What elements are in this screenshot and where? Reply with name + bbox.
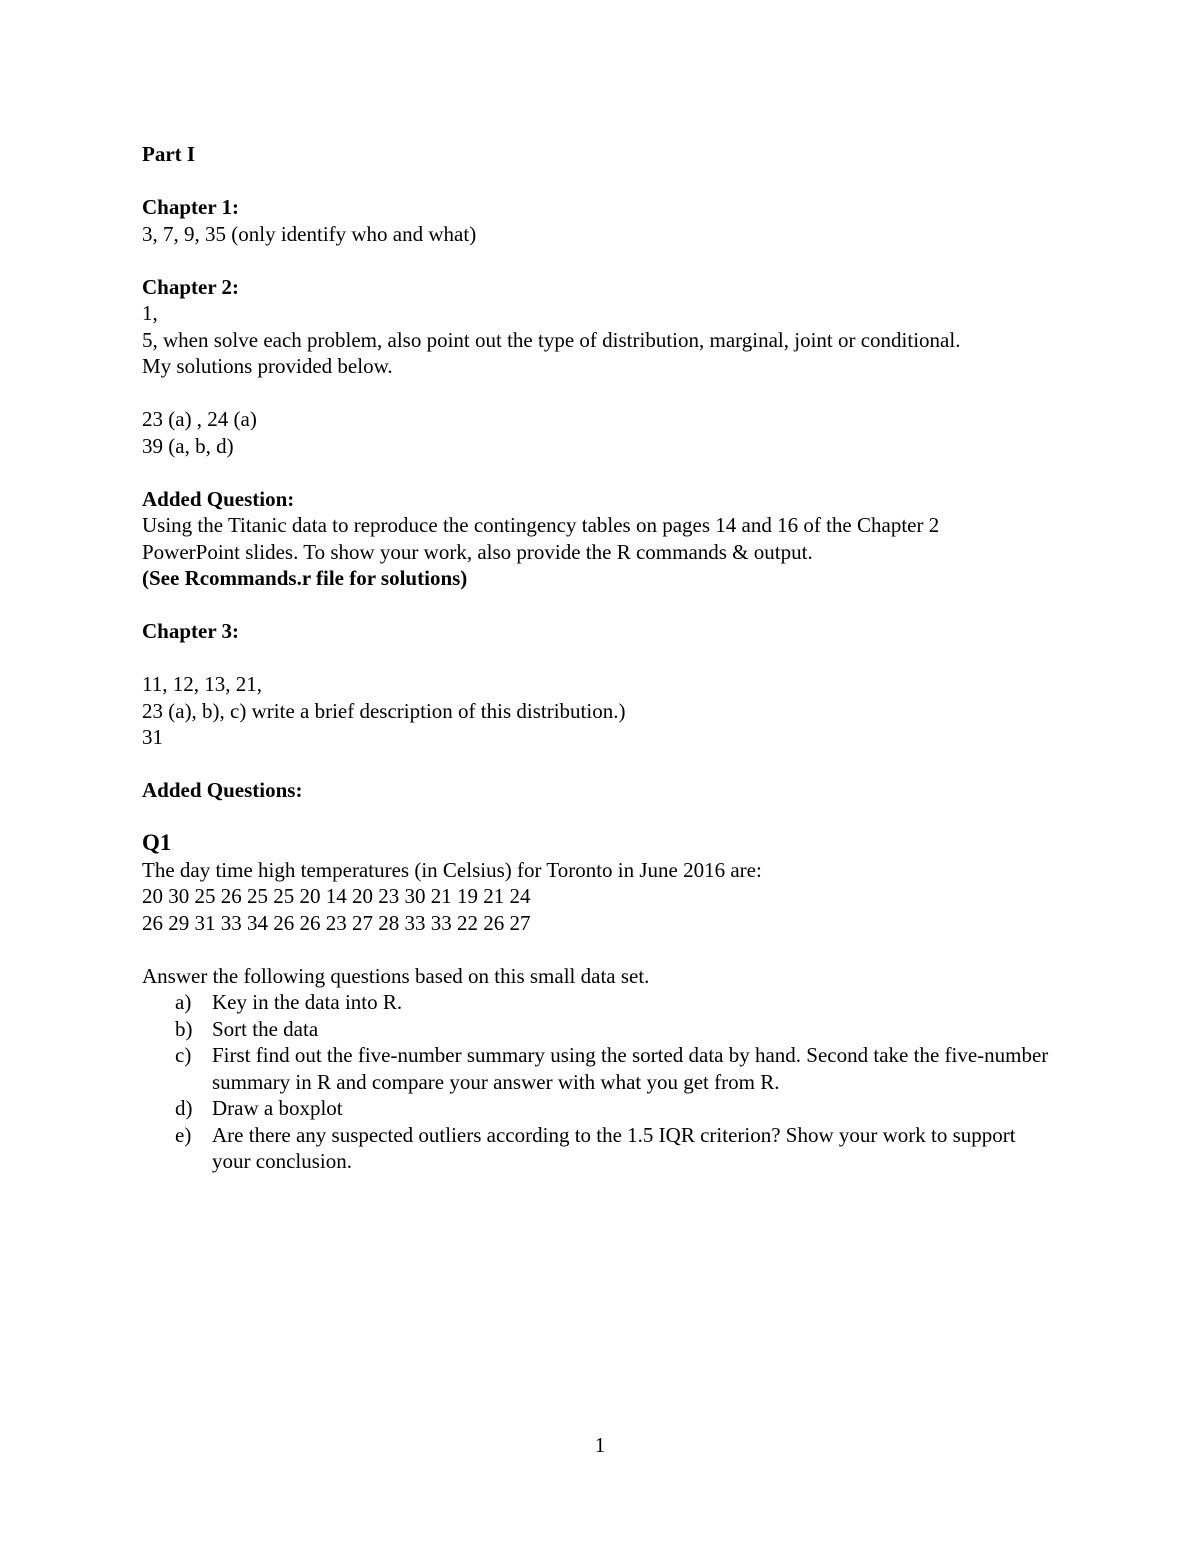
list-marker: c) — [175, 1043, 192, 1067]
list-item-text: Draw a boxplot — [212, 1096, 343, 1120]
spacer — [142, 247, 1102, 274]
list-marker: a) — [175, 990, 192, 1014]
spacer — [142, 804, 1102, 831]
chapter3-line: 31 — [142, 725, 163, 749]
q1-line: The day time high temperatures (in Celsius) for Toronto in June 2016 are: — [142, 857, 762, 882]
added-question-heading: Added Question: — [142, 486, 295, 511]
list-item-text: First find out the five-number summary using the sorted data by hand. Second take the five-number summary in R and compare your answer with what you get from R. — [212, 1043, 1049, 1094]
chapter3-heading: Chapter 3: — [142, 619, 240, 643]
page-number: 1 — [594, 1433, 606, 1457]
chapter2-line: 23 (a) , 24 (a) — [142, 407, 257, 431]
spacer — [142, 936, 1102, 963]
list-item-text: Are there any suspected outliers according to the 1.5 IQR criterion? Show your work to support your conclusion. — [212, 1122, 1016, 1173]
list-item — [142, 1122, 1052, 1175]
list-item — [142, 989, 1052, 1016]
q1-intro: Answer the following questions based on this small data set. — [142, 963, 650, 988]
spacer — [142, 751, 1102, 778]
list-item-text: Key in the data into R. — [212, 990, 403, 1014]
document-body — [142, 141, 1102, 1175]
spacer — [142, 168, 1102, 195]
chapter2-line: 39 (a, b, d) — [142, 433, 234, 458]
list-marker: d) — [175, 1096, 193, 1120]
list-item — [142, 1042, 1052, 1095]
chapter2-line: 1, — [142, 301, 158, 325]
q1-data-row: 20 30 25 26 25 25 20 14 20 23 30 21 19 21 24 — [142, 884, 531, 908]
chapter2-heading: Chapter 2: — [142, 274, 240, 299]
list-item-text: Sort the data — [212, 1016, 319, 1041]
chapter1-heading: Chapter 1: — [142, 195, 240, 219]
spacer — [142, 380, 1102, 407]
list-marker: e) — [175, 1122, 192, 1147]
chapter2-line: 5, when solve each problem, also point out the type of distribution, marginal, joint or conditional. — [142, 327, 961, 352]
list-marker: b) — [175, 1016, 193, 1041]
chapter2-line: My solutions provided below. — [142, 354, 393, 378]
chapter3-line: 11, 12, 13, 21, — [142, 672, 262, 696]
added-questions-heading: Added Questions: — [142, 778, 303, 802]
q1-subquestion-list — [142, 989, 1102, 1175]
list-item — [142, 1095, 1052, 1122]
spacer — [142, 459, 1102, 486]
q1-data-row: 26 29 31 33 34 26 26 23 27 28 33 33 22 26 27 — [142, 910, 531, 935]
list-item — [142, 1016, 1052, 1043]
added-question-note: (See Rcommands.r file for solutions) — [142, 566, 468, 590]
spacer — [142, 592, 1102, 619]
added-question-line: Using the Titanic data to reproduce the contingency tables on pages 14 and 16 of the Chapter 2 — [142, 513, 940, 537]
spacer — [142, 645, 1102, 672]
part-title: Part I — [142, 142, 196, 166]
added-question-line: PowerPoint slides. To show your work, also provide the R commands & output. — [142, 539, 813, 564]
q1-title: Q1 — [142, 830, 172, 855]
chapter3-line: 23 (a), b), c) write a brief description of this distribution.) — [142, 698, 626, 723]
chapter1-exercises: 3, 7, 9, 35 (only identify who and what) — [142, 221, 477, 246]
